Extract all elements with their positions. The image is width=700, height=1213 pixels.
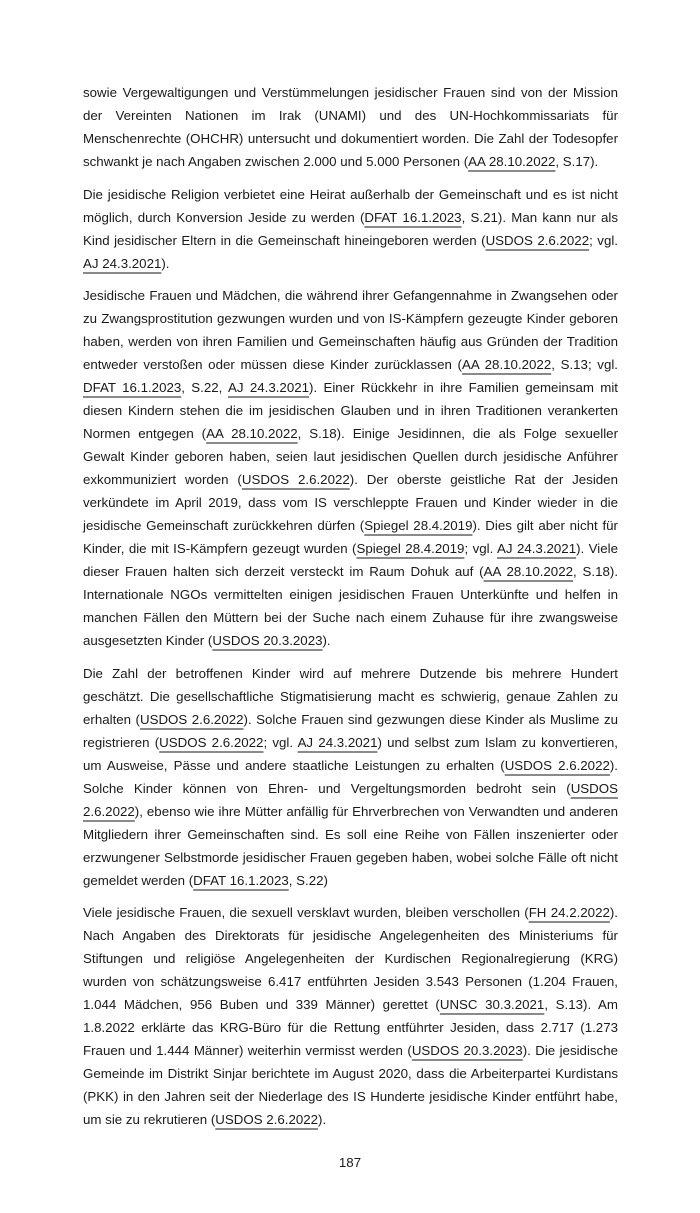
source-citation-link[interactable]: USDOS 2.6.2022 (159, 734, 264, 750)
source-citation-link[interactable]: USDOS 2.6.2022 (83, 780, 618, 819)
paragraph-text: ). Solche Kinder können von Ehren- und Vergeltungsmorden bedroht sein ( (83, 757, 618, 796)
paragraph-text: ). (161, 255, 170, 271)
paragraph-text: , S.17). (555, 154, 599, 169)
paragraph-text: ). Die jesidische Gemeinde im Distrikt Sinjar berichtete im August 2020, dass die Arbeiterpartei Kurdistans (PKK) in den Jahren seit der Niederlage des IS Hunderte jesidische Kinder entführt habe, um sie zu rekrutieren ( (83, 1043, 618, 1127)
paragraph-text: ). (318, 1112, 327, 1127)
source-citation-link[interactable]: AA 28.10.2022 (468, 154, 556, 169)
page-number: 187 (338, 1155, 362, 1170)
source-citation-link[interactable]: Spiegel 28.4.2019 (364, 518, 473, 533)
paragraph-text: Die Zahl der betroffenen Kinder wird auf mehrere Dutzende bis mehrere Hundert geschätzt. Die gesellschaftliche Stigmatisierung macht es schwierig, genaue Zahlen zu erhalten ( (83, 665, 618, 727)
source-citation-link[interactable]: USDOS 2.6.2022 (241, 472, 350, 487)
paragraph-text: ). Dies gilt aber nicht für Kinder, die mit IS-Kämpfern gezeugt wurden ( (83, 518, 618, 556)
paragraph-text: ). Solche Frauen sind gezwungen diese Kinder als Muslime zu registrieren ( (83, 711, 618, 750)
paragraph-text: ). Nach Angaben des Direktorats für jesidische Angelegenheiten des Ministeriums für Stiftungen und religiöse Angelegenheiten der Kurdischen Regionalregierung (KRG) wurden von schätzungsweise 6.417 entführten Jesiden 3.543 Personen (1.204 Frauen, 1.044 Mädchen, 956 Buben und 339 Männer) gerettet ( (83, 905, 618, 1012)
paragraph-text: ). Der oberste geistliche Rat der Jesiden verkündete im April 2019, dass vom IS verschleppte Frauen und Kinder wieder in die jesidische Gemeinschaft zurückkehren dürfen ( (83, 472, 618, 533)
paragraph-text: ; vgl. (464, 541, 497, 556)
source-citation-link[interactable]: AA 28.10.2022 (461, 357, 552, 372)
source-citation-link[interactable]: USDOS 20.3.2023 (212, 633, 323, 648)
source-citation-link[interactable]: DFAT 16.1.2023 (83, 380, 182, 395)
paragraph-text: ), ebenso wie ihre Mütter anfällig für Ehrverbrechen von Verwandten und anderen Mitgliedern ihrer Gemeinschaften sind. Es soll eine Reihe von Fällen inszenierter oder erzwungener Selbstmorde jesidischer Frauen gegeben haben, wobei solche Fälle oft nicht gemeldet werden ( (83, 803, 618, 888)
paragraph-text: ). Viele dieser Frauen halten sich derzeit versteckt im Raum Dohuk auf ( (83, 541, 618, 579)
paragraph-text: ) und selbst zum Islam zu konvertieren, um Ausweise, Pässe und andere staatliche Leistungen zu erhalten ( (83, 734, 618, 773)
source-citation-link[interactable]: Spiegel 28.4.2019 (356, 541, 465, 556)
paragraph (83, 183, 618, 275)
source-citation-link[interactable]: USDOS 20.3.2023 (411, 1043, 523, 1058)
paragraph-text: , S.13; vgl. (551, 357, 619, 372)
paragraph-text: sowie Vergewaltigungen und Verstümmelungen jesidischer Frauen sind von der Mission der Vereinten Nationen im Irak (UNAMI) und des UN-Hochkommissariats für Menschenrechte (OHCHR) untersucht und dokumentiert worden. Die Zahl der Todesopfer schwankt je nach Angaben zwischen 2.000 und 5.000 Personen ( (83, 85, 618, 169)
source-citation-link[interactable]: AJ 24.3.2021 (297, 734, 378, 750)
source-citation-link[interactable]: AJ 24.3.2021 (83, 255, 162, 271)
source-citation-link[interactable]: FH 24.2.2022 (528, 905, 610, 920)
paragraph-text: , S.22) (288, 872, 328, 888)
source-citation-link[interactable]: UNSC 30.3.2021 (439, 997, 545, 1012)
paragraph-text: Jesidische Frauen und Mädchen, die während ihrer Gefangennahme in Zwangsehen oder zu Zwangsprostitution gezwungen wurden und von IS-Kämpfern gezeugte Kinder geboren haben, werden von ihren Familien und Gemeinschaften häufig aus Gründen der Tradition entweder verstoßen oder müssen diese Kinder zurücklassen ( (83, 288, 618, 372)
paragraph-text: , S.18). Einige Jesidinnen, die als Folge sexueller Gewalt Kinder geboren haben, seien laut jesidischen Quellen durch jesidische Anführer exkommuniziert worden ( (83, 426, 619, 487)
paragraph-text: , S.18). Internationale NGOs vermittelten einigen jesidischen Frauen Unterkünfte und helfen in manchen Fällen den Müttern bei der Suche nach einem Zuhause für ihre zwangsweise ausgesetzten Kinder ( (83, 564, 619, 648)
document-body (83, 81, 618, 1131)
source-citation-link[interactable]: USDOS 2.6.2022 (139, 711, 244, 727)
source-citation-link[interactable]: AA 28.10.2022 (206, 426, 298, 441)
paragraph-text: Die jesidische Religion verbietet eine Heirat außerhalb der Gemeinschaft und es ist nicht möglich, durch Konversion Jeside zu werden ( (83, 186, 618, 225)
source-citation-link[interactable]: AA 28.10.2022 (483, 564, 573, 579)
paragraph-text: ). Einer Rückkehr in ihre Familien gemeinsam mit diesen Kindern stehen die im jesidischen Glauben und in ihren Traditionen verankerten Normen entgegen ( (83, 380, 618, 441)
source-citation-link[interactable]: DFAT 16.1.2023 (364, 209, 462, 225)
source-citation-link[interactable]: USDOS 2.6.2022 (485, 232, 590, 248)
paragraph-text: ). (322, 633, 331, 648)
paragraph-text: , S.21). Man kann nur als Kind jesidischer Eltern in die Gemeinschaft hineingeboren werden ( (83, 209, 619, 248)
paragraph (83, 284, 618, 652)
source-citation-link[interactable]: USDOS 2.6.2022 (215, 1112, 319, 1127)
paragraph-text: , S.13). Am 1.8.2022 erklärte das KRG-Büro für die Rettung entführter Jesiden, dass 2.717 (1.273 Frauen und 1.444 Männer) weiterhin vermisst werden ( (83, 997, 618, 1058)
paragraph-text: ; vgl. (589, 232, 618, 248)
paragraph (83, 901, 618, 1131)
source-citation-link[interactable]: USDOS 2.6.2022 (504, 757, 610, 773)
paragraph-text: ; vgl. (263, 734, 298, 750)
source-citation-link[interactable]: AJ 24.3.2021 (496, 541, 577, 556)
paragraph (83, 81, 618, 173)
source-citation-link[interactable]: AJ 24.3.2021 (227, 380, 310, 395)
paragraph-text: , S.22, (181, 380, 228, 395)
paragraph-text: Viele jesidische Frauen, die sexuell versklavt wurden, bleiben verschollen ( (83, 905, 529, 920)
paragraph (83, 662, 618, 892)
source-citation-link[interactable]: DFAT 16.1.2023 (193, 872, 289, 888)
